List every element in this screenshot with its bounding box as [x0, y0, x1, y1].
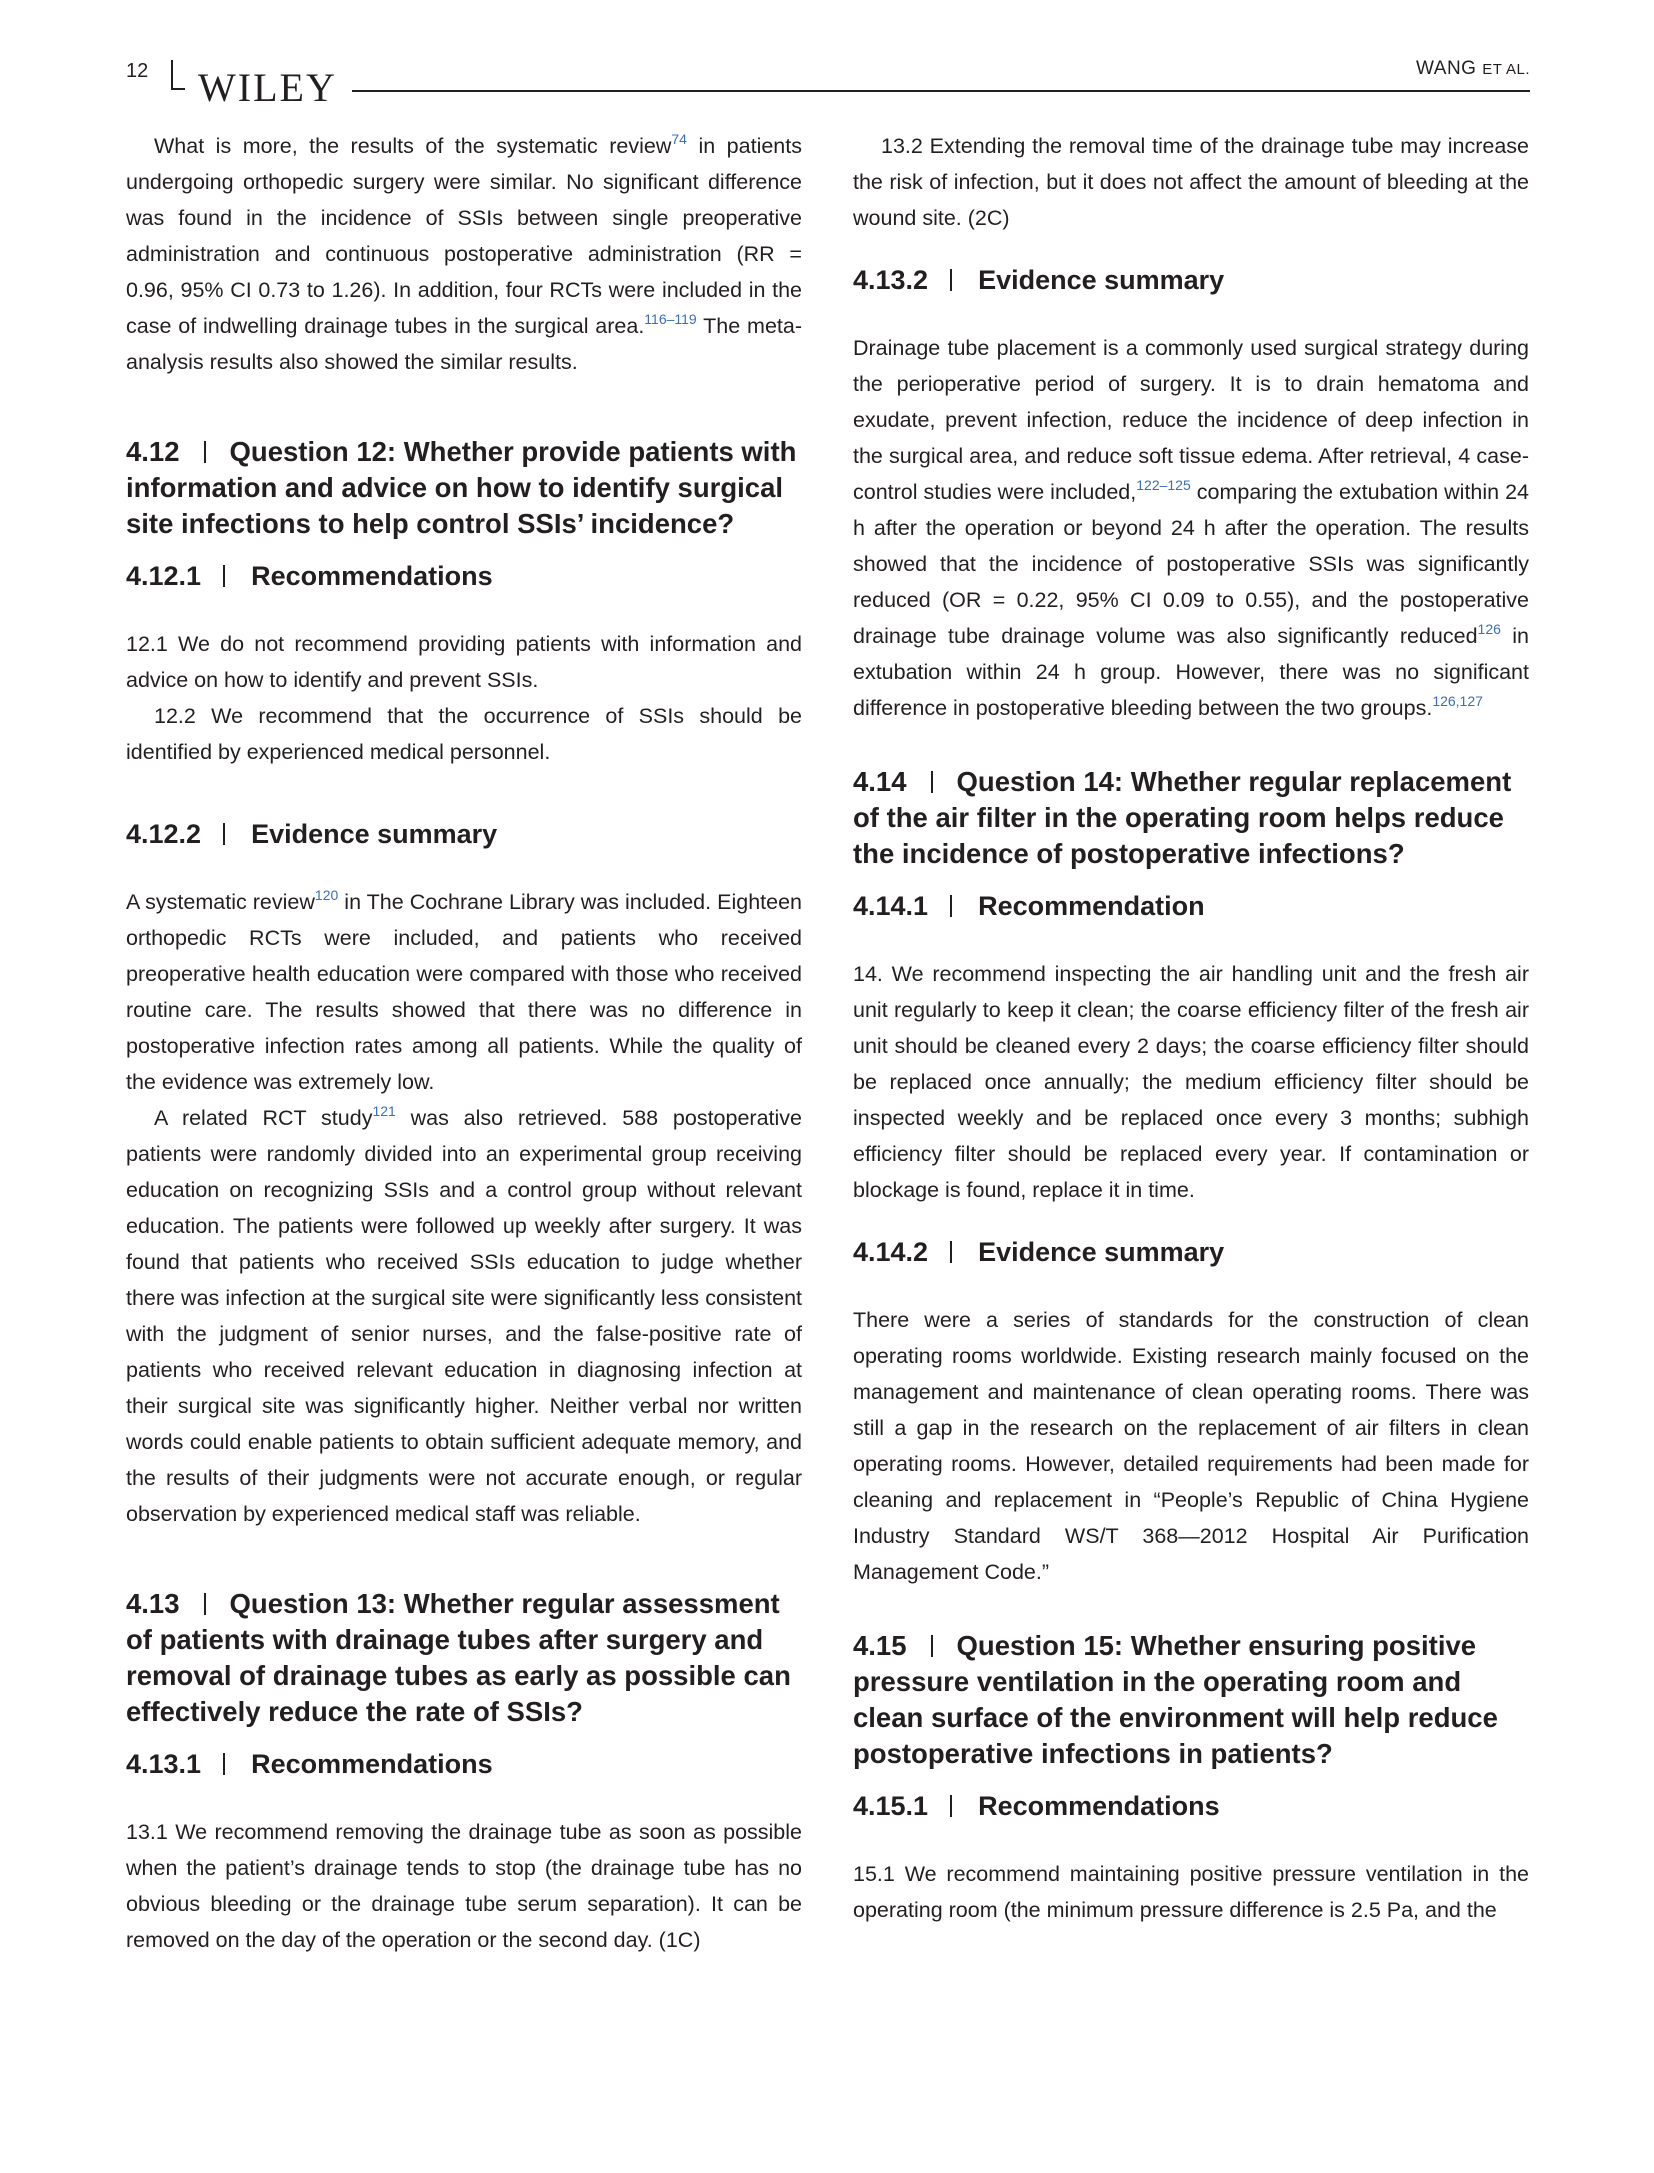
subsection-heading-4-12-2: 4.12.2 Evidence summary: [126, 819, 498, 849]
paragraph-systematic-review: What is more, the results of the systematic review$^{74}$ in patients undergoing orthopedic surgery were similar. No significant difference was found in the incidence of SSIs between single preoperative administration and continuous postoperative administration (RR = 0.96, 95% CI 0.73 to 1.26). In addition, four RCTs were included in the case of indwelling drainage tubes in the surgical area.$^{116-119}$ The meta-analysis results also showed the similar results.: [126, 131, 802, 374]
citation-link[interactable]: 121: [372, 1103, 396, 1119]
running-header: [126, 50, 1530, 110]
running-authors: WANG ET AL.: [1416, 58, 1530, 79]
citation-link[interactable]: 74: [671, 131, 687, 147]
header-rule: [352, 90, 1530, 92]
header-separator: [171, 60, 173, 88]
subsection-heading-4-14-1: 4.14.1 Recommendation: [853, 891, 1205, 921]
subsection-heading-4-13-1: 4.13.1 Recommendations: [126, 1749, 493, 1779]
citation-link[interactable]: 116–119: [644, 311, 697, 327]
evidence-paragraph-drainage: Drainage tube placement is a commonly used surgical strategy during the perioperative period of surgery. It is to drain hematoma and exudate, prevent infection, reduce the incidence of deep infection in the surgical area, and reduce soft tissue edema. After retrieval, 4 case-control studies were included,$^{122-125}$ comparing the extubation within 24 h after the operation or beyond 24 h after the operation. The results showed that the incidence of postoperative SSIs was significantly reduced (OR = 0.22, 95% CI 0.09 to 0.55), and the postoperative drainage tube drainage volume was also significantly reduced$^{126}$ in extubation within 24 h group. However, there was no significant difference in postoperative bleeding between the two groups.$^{126,127}$: [853, 336, 1530, 720]
recommendation-14: 14. We recommend inspecting the air handling unit and the fresh air unit regularly to keep it clean; the coarse efficiency filter of the fresh air unit should be cleaned every 2 days; the coarse efficiency filter should be replaced once annually; the medium efficiency filter should be inspected weekly and be replaced once every 3 months; subhigh efficiency filter should be replaced every year. If contamination or blockage is found, replace it in time.: [853, 962, 1529, 1202]
left-column: [126, 128, 802, 1958]
section-heading-4-14: 4.14 Question 14: Whether regular replacement of the air filter in the operating room helps reduce the incidence of postoperative infections?: [853, 766, 1512, 869]
evidence-paragraph-rct: A related RCT study$^{121}$ was also retrieved. 588 postoperative patients were randomly divided into an experimental group receiving education on recognizing SSIs and a control group without relevant education. The patients were followed up weekly after surgery. It was found that patients who received SSIs education to judge whether there was infection at the surgical site were significantly less consistent with the judgment of senior nurses, and the false-positive rate of patients who received relevant education in diagnosing infection at their surgical site was significantly higher. Neither verbal nor written words could enable patients to obtain sufficient adequate memory, and the results of their judgments were not accurate enough, or regular observation by experienced medical staff was reliable.: [126, 1103, 803, 1526]
citation-link[interactable]: 126: [1477, 621, 1501, 637]
recommendation-15-1: 15.1 We recommend maintaining positive pressure ventilation in the operating room (the minimum pressure difference is 2.5 Pa, and the: [853, 1862, 1529, 1922]
recommendation-12-1: 12.1 We do not recommend providing patients with information and advice on how to identify and prevent SSIs.: [126, 632, 802, 692]
citation-link[interactable]: 122–125: [1136, 477, 1191, 493]
section-heading-4-15: 4.15 Question 15: Whether ensuring positive pressure ventilation in the operating room and clean surface of the environment will help reduce postoperative infections in patients?: [853, 1630, 1498, 1769]
section-heading-4-13: 4.13 Question 13: Whether regular assessment of patients with drainage tubes after surgery and removal of drainage tubes as early as possible can effectively reduce the rate of SSIs?: [126, 1588, 791, 1727]
header-separator-foot: [171, 88, 185, 90]
subsection-heading-4-14-2: 4.14.2 Evidence summary: [853, 1237, 1225, 1267]
recommendation-12-2: 12.2 We recommend that the occurrence of SSIs should be identified by experienced medical personnel.: [126, 704, 802, 764]
subsection-heading-4-13-2: 4.13.2 Evidence summary: [853, 265, 1225, 295]
recommendation-13-2: 13.2 Extending the removal time of the drainage tube may increase the risk of infection, but it does not affect the amount of bleeding at the wound site. (2C): [853, 134, 1529, 230]
citation-link[interactable]: 126,127: [1432, 693, 1483, 709]
recommendation-13-1: 13.1 We recommend removing the drainage tube as soon as possible when the patient’s drainage tends to stop (the drainage tube has no obvious bleeding or the drainage tube serum separation). It can be removed on the day of the operation or the second day. (1C): [126, 1820, 802, 1952]
section-heading-4-12: 4.12 Question 12: Whether provide patients with information and advice on how to identify surgical site infections to help control SSIs’ incidence?: [126, 436, 797, 539]
page-number: 12: [126, 60, 149, 82]
subsection-heading-4-15-1: 4.15.1 Recommendations: [853, 1791, 1220, 1821]
evidence-paragraph-cochrane: A systematic review$^{120}$ in The Cochrane Library was included. Eighteen orthopedic RCTs were included, and patients who received preoperative health education were compared with those who received routine care. The results showed that there was no difference in postoperative infection rates among all patients. While the quality of the evidence was extremely low.: [126, 887, 802, 1094]
right-column: [853, 128, 1529, 1928]
subsection-heading-4-12-1: 4.12.1 Recommendations: [126, 561, 493, 591]
evidence-paragraph-air-filters: There were a series of standards for the construction of clean operating rooms worldwide. Existing research mainly focused on the management and maintenance of clean operating rooms. There was still a gap in the research on the replacement of air filters in clean operating rooms. However, detailed requirements had been made for cleaning and replacement in “People’s Republic of China Hygiene Industry Standard WS/T 368—2012 Hospital Air Purification Management Code.”: [853, 1308, 1529, 1584]
wiley-logo: WILEY: [198, 65, 337, 110]
citation-link[interactable]: 120: [314, 887, 339, 903]
